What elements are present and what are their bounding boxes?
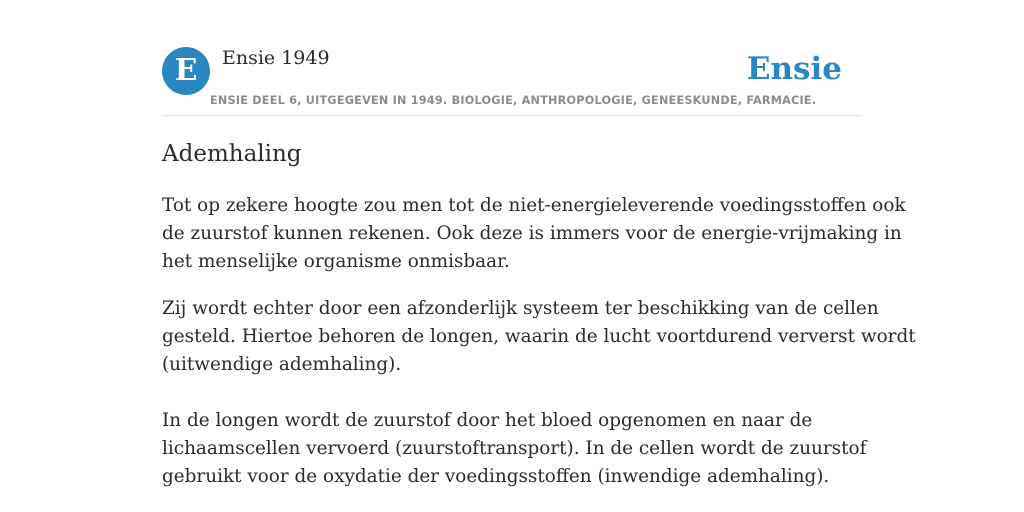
paragraph-line: lichaamscellen vervoerd (zuurstoftransport). In de cellen wordt de zuurstof — [162, 438, 867, 459]
site-title[interactable]: Ensie 1949 — [222, 47, 330, 69]
paragraph-line: Tot op zekere hoogte zou men tot de niet-energieleverende voedingsstoffen ook — [162, 195, 906, 216]
paragraph-line: Zij wordt echter door een afzonderlijk systeem ter beschikking van de cellen — [162, 298, 879, 319]
paragraph-line: gesteld. Hiertoe behoren de longen, waarin de lucht voortdurend ververst wordt — [162, 326, 916, 347]
paragraph-line: In de longen wordt de zuurstof door het bloed opgenomen en naar de — [162, 410, 813, 431]
article-paragraph — [162, 192, 906, 276]
paragraph-line: de zuurstof kunnen rekenen. Ook deze is immers voor de energie-vrijmaking in — [162, 223, 902, 244]
paragraph-line: het menselijke organisme onmisbaar. — [162, 251, 510, 272]
ensie-logo-icon[interactable]: E — [162, 47, 210, 95]
header-divider — [162, 115, 862, 116]
article-title: Ademhaling — [162, 141, 302, 167]
paragraph-line: (uitwendige ademhaling). — [162, 354, 402, 375]
article-paragraph — [162, 295, 916, 379]
paragraph-line: gebruikt voor de oxydatie der voedingsstoffen (inwendige ademhaling). — [162, 466, 830, 487]
edition-subtitle: ENSIE DEEL 6, UITGEGEVEN IN 1949. BIOLOGIE, ANTHROPOLOGIE, GENEESKUNDE, FARMACIE. — [210, 94, 817, 107]
article-paragraph — [162, 407, 867, 491]
brand-logo[interactable]: Ensie — [746, 51, 842, 87]
